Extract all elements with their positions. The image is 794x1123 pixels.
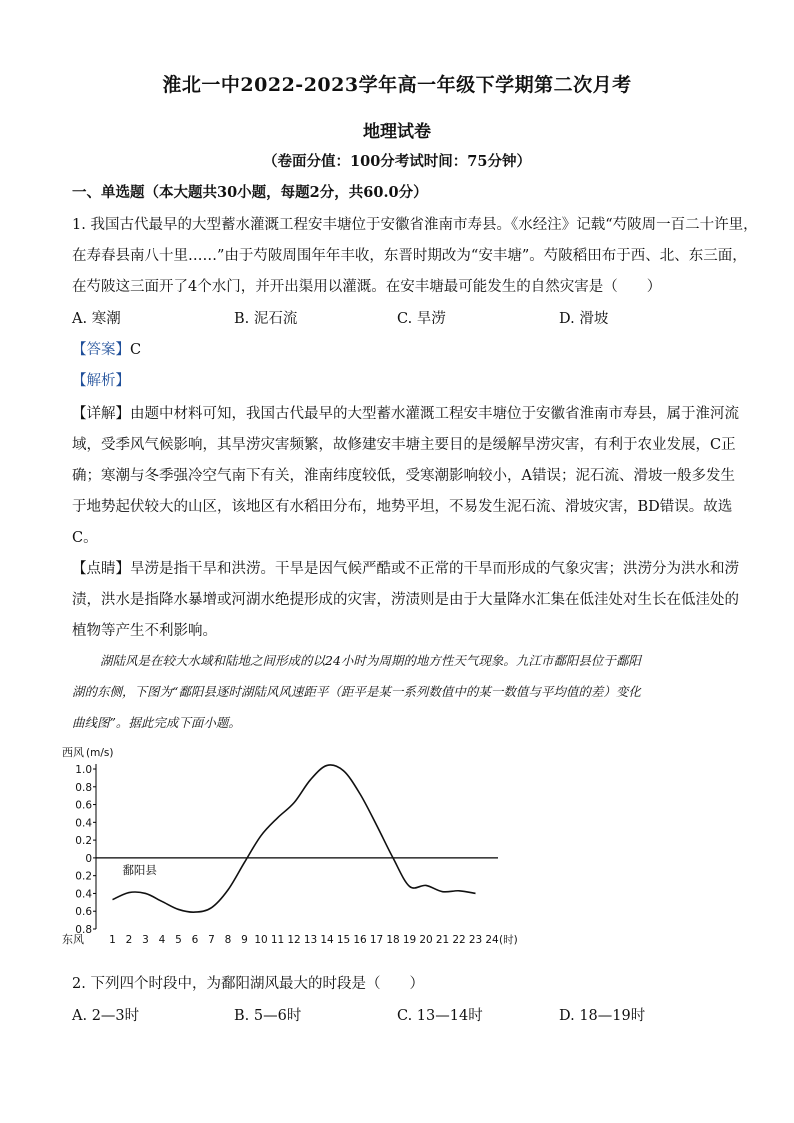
x-tick-label: 15 (336, 934, 351, 946)
x-tick-label: 8 (224, 934, 232, 946)
x-tick-label: 6 (191, 934, 199, 946)
y-tick-label: 0.6 (75, 799, 92, 812)
q1-point-line-2: 渍，洪水是指降水暴增或河湖水绝提形成的灾害，涝渍则是由于大量降水汇集在低洼处对生长在低洼处的 (72, 592, 739, 608)
y-tick-label: 0.8 (75, 924, 92, 936)
q1-stem-line-3: 在芍陂这三面开了4个水门，并开出渠用以灌溉。在安丰塘最可能发生的自然灾害是（ ） (72, 279, 662, 295)
q1-point-line-3: 植物等产生不利影响。 (72, 623, 217, 639)
x-tick-label: 21 (435, 934, 450, 946)
x-axis-unit-label: (时) (499, 934, 518, 946)
x-tick-label: 9 (241, 934, 248, 946)
passage-line-3: 曲线图”。据此完成下面小题。 (72, 715, 241, 730)
q2-option-d: D. 18—19时 (559, 1008, 646, 1024)
x-tick-label: 19 (402, 934, 417, 946)
wind-anomaly-chart (60, 740, 520, 952)
x-tick-label: 14 (320, 934, 334, 946)
x-tick-label: 11 (270, 934, 285, 946)
series-label: 鄱阳县 (122, 862, 157, 877)
exam-subject: 地理试卷 (363, 122, 431, 142)
q2-option-a: A. 2—3时 (72, 1008, 140, 1024)
passage-line-1: 湖陆风是在较大水域和陆地之间形成的以24小时为周期的地方性天气现象。九江市鄱阳县位于鄱阳 (100, 653, 641, 668)
y-tick-label: 1.0 (75, 764, 92, 776)
y-tick-label: 0.4 (75, 888, 92, 901)
q1-stem-line-1: 1. 我国古代最早的大型蓄水灌溉工程安丰塘位于安徽省淮南市寿县。《水经注》记载“芍陂周一百二十许里， (72, 217, 758, 233)
x-tick-label: 1 (109, 934, 116, 946)
analysis-tag: 【解析】 (72, 373, 130, 389)
section-heading: 一、单选题（本大题共30小题，每题2分，共60.0分） (72, 184, 428, 201)
y-axis-unit-label: (m/s) (86, 747, 114, 759)
x-tick-label: 5 (175, 934, 182, 946)
q1-option-d: D. 滑坡 (559, 311, 609, 327)
detail-text: 由题中材料可知，我国古代最早的大型蓄水灌溉工程安丰塘位于安徽省淮南市寿县，属于淮河流 (130, 406, 739, 422)
x-tick-label: 3 (142, 934, 149, 946)
q1-detail-line-1 (72, 402, 739, 423)
q2-option-c: C. 13—14时 (397, 1008, 483, 1024)
x-tick-label: 17 (369, 934, 384, 946)
q1-answer (72, 338, 141, 359)
x-tick-label: 24 (485, 934, 499, 946)
y-tick-label: 0.8 (75, 781, 92, 794)
x-tick-label: 2 (125, 934, 133, 946)
x-tick-label: 22 (452, 934, 466, 946)
passage-line-2: 湖的东侧，下图为“鄱阳县逐时湖陆风风速距平（距平是某一系列数值中的某一数值与平均值的差）变化 (72, 684, 641, 699)
x-tick-label: 12 (287, 934, 301, 946)
q2-option-b: B. 5—6时 (234, 1008, 302, 1024)
q2-stem: 2. 下列四个时段中，为鄱阳湖风最大的时段是（ ） (72, 976, 424, 992)
y-tick-label: 0.4 (75, 817, 92, 830)
q1-option-b: B. 泥石流 (234, 311, 298, 327)
x-tick-label: 10 (254, 934, 268, 946)
y-axis-bottom-label: 东风 (62, 933, 84, 946)
x-tick-label: 18 (386, 934, 400, 946)
q1-detail-line-5: C。 (72, 530, 98, 546)
q1-option-a: A. 寒潮 (72, 311, 121, 327)
q1-point-line-1 (72, 557, 739, 578)
y-tick-label: 0.2 (75, 870, 92, 883)
y-tick-label: 0.6 (75, 906, 92, 919)
point-text: 旱涝是指干旱和洪涝。干旱是因气候严酷或不正常的干旱而形成的气象灾害；洪涝分为洪水和涝 (130, 561, 739, 577)
q1-detail-line-4: 于地势起伏较大的山区，该地区有水稻田分布，地势平坦，不易发生泥石流、滑坡灾害，BD错误。故选 (72, 499, 733, 515)
x-tick-label: 16 (353, 934, 367, 946)
x-tick-label: 4 (158, 934, 166, 946)
q1-analysis-heading (72, 369, 130, 390)
x-tick-label: 23 (468, 934, 483, 946)
answer-tag: 【答案】 (72, 342, 130, 358)
series-line-poyang (113, 765, 476, 912)
detail-tag: 【详解】 (72, 406, 130, 422)
answer-value: C (130, 342, 142, 358)
q1-option-c: C. 旱涝 (397, 311, 446, 327)
exam-title: 淮北一中2022-2023学年高一年级下学期第二次月考 (162, 74, 632, 96)
x-tick-label: 7 (208, 934, 215, 946)
exam-info: （卷面分值：100分考试时间：75分钟） (263, 153, 531, 170)
x-tick-label: 20 (419, 934, 433, 946)
y-tick-label: 0 (85, 852, 92, 865)
point-tag: 【点睛】 (72, 561, 130, 577)
q1-detail-line-3: 确；寒潮与冬季强冷空气南下有关，淮南纬度较低，受寒潮影响较小，A错误；泥石流、滑坡一般多发生 (72, 468, 735, 484)
y-tick-label: 0.2 (75, 835, 92, 848)
q1-detail-line-2: 域，受季风气候影响，其旱涝灾害频繁，故修建安丰塘主要目的是缓解旱涝灾害，有利于农业发展，C正 (72, 437, 736, 453)
x-tick-label: 13 (303, 934, 318, 946)
y-axis-top-label: 西风 (62, 746, 84, 759)
q1-stem-line-2: 在寿春县南八十里……”由于芍陂周围年年丰收，东晋时期改为“安丰塘”。芍陂稻田布于西、北、东三面， (72, 248, 747, 264)
